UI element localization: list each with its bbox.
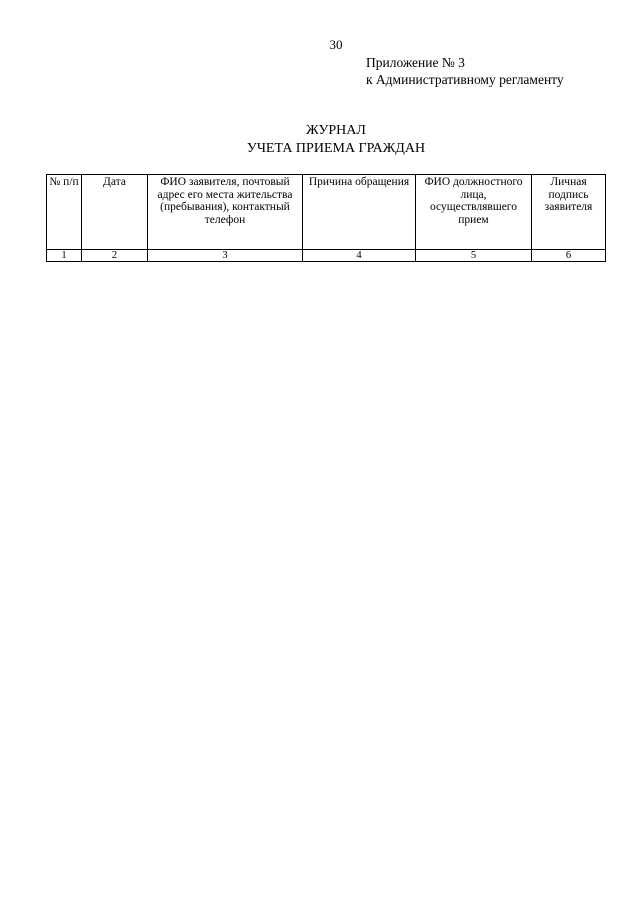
table-header-row (47, 175, 606, 250)
column-number-4: 4 (303, 250, 416, 262)
header-date: Дата (82, 175, 148, 250)
column-number-2: 2 (82, 250, 148, 262)
header-number: № п/п (47, 175, 82, 250)
column-number-3: 3 (148, 250, 303, 262)
column-number-5: 5 (416, 250, 532, 262)
journal-title-line-1: ЖУРНАЛ (306, 123, 366, 138)
appendix-heading (366, 54, 564, 88)
header-reason: Причина обращения (303, 175, 416, 250)
journal-title (0, 122, 640, 158)
journal-title-line-2: УЧЕТА ПРИЕМА ГРАЖДАН (246, 141, 426, 156)
header-applicant: ФИО заявителя, почтовый адрес его места жительства (пребывания), контактный телефон (148, 175, 303, 250)
page-number: 30 (329, 37, 343, 52)
table-row (47, 250, 606, 262)
header-signature: Личная подпись заявителя (532, 175, 606, 250)
header-official: ФИО должностного лица, осуществлявшего прием (416, 175, 532, 250)
journal-table (46, 174, 606, 262)
appendix-line-1: Приложение № 3 (366, 55, 465, 70)
column-number-1: 1 (47, 250, 82, 262)
appendix-line-2: к Административному регламенту (366, 72, 564, 87)
column-number-6: 6 (532, 250, 606, 262)
